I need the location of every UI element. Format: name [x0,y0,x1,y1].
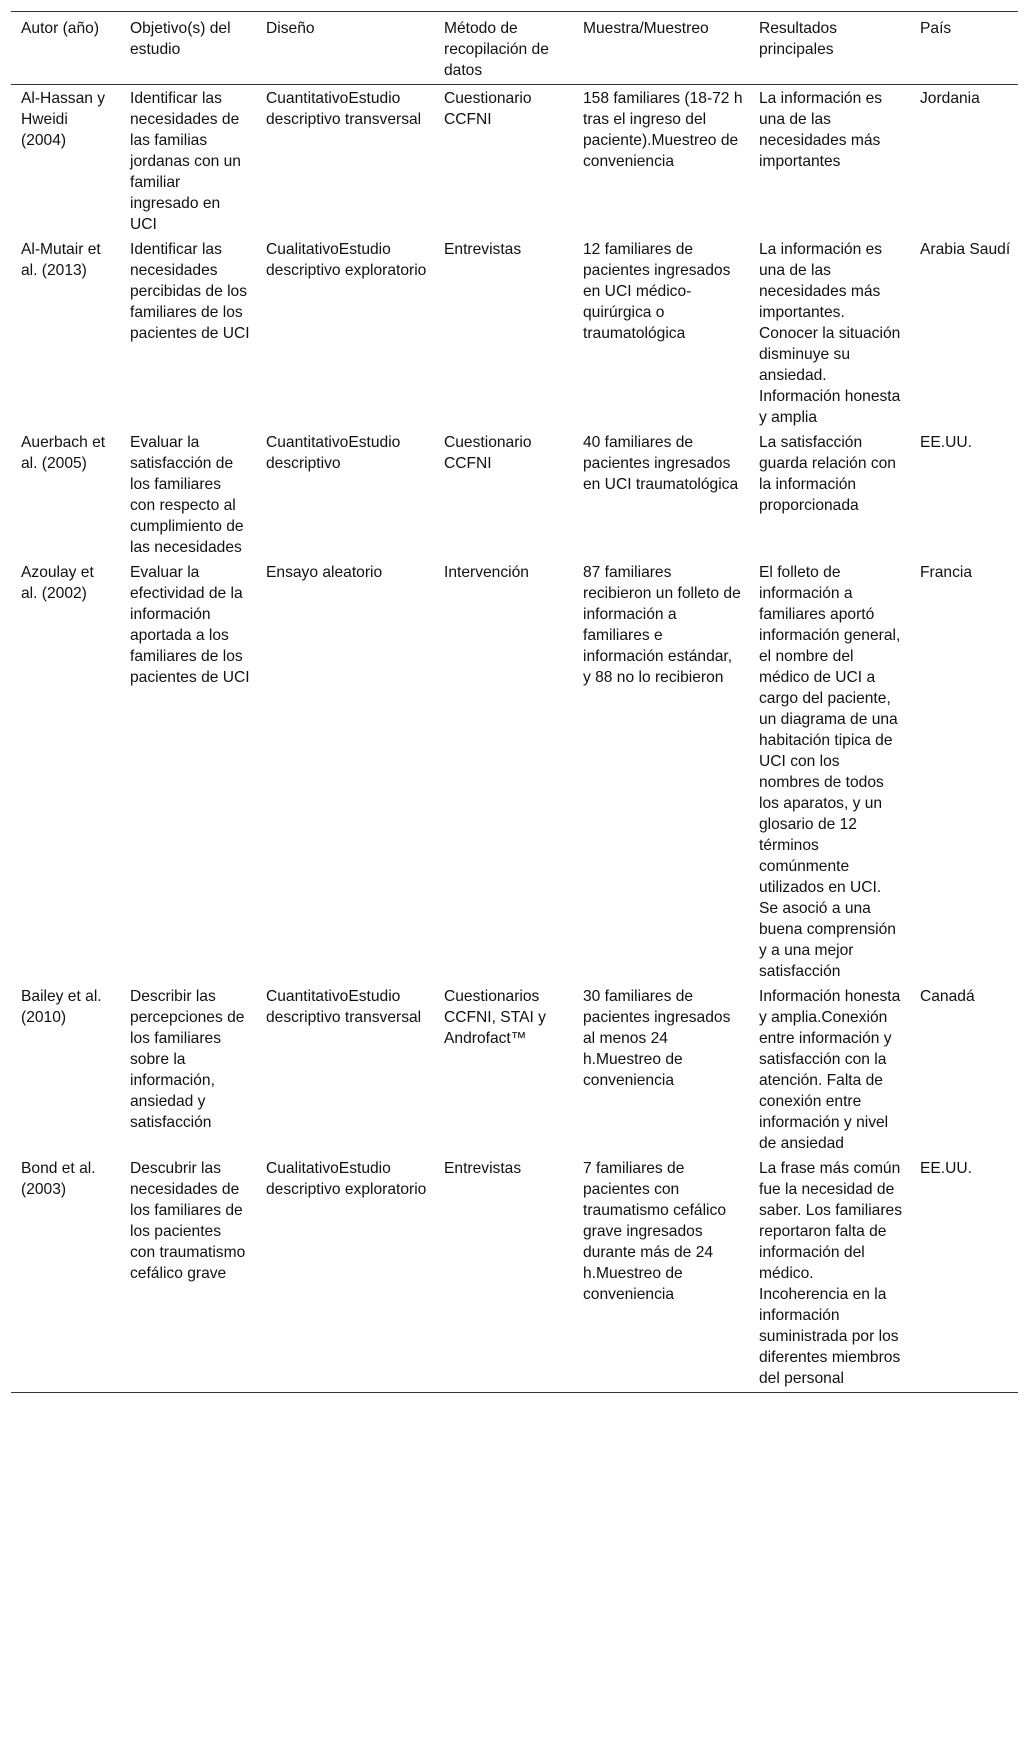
cell-diseno: CuantitativoEstudio descriptivo [266,434,401,472]
cell-diseno: CualitativoEstudio descriptivo exploratorio [256,1155,434,1393]
cell-resultados: Información honesta y amplia.Conexión entre información y satisfacción con la atención. Falta de conexión entre información y nivel de ansiedad [759,988,901,1152]
cell-autor: Azoulay et al. (2002) [21,564,94,602]
studies-table [11,11,1018,1393]
header-objetivo: Objetivo(s) del estudio [120,12,256,85]
cell-muestra: 40 familiares de pacientes ingresados en UCI traumatológica [583,434,739,493]
table-row [11,559,1018,983]
cell-pais: EE.UU. [910,1155,1018,1393]
header-muestra: Muestra/Muestreo [573,12,749,85]
cell-objetivo: Evaluar la satisfacción de los familiares con respecto al cumplimiento de las necesidades [130,434,244,556]
table-row [11,1155,1018,1393]
cell-resultados: La información es una de las necesidades más importantes [759,90,883,170]
header-diseno: Diseño [256,12,434,85]
cell-objetivo: Identificar las necesidades de las familias jordanas con un familiar ingresado en UCI [130,90,241,233]
cell-metodo: Cuestionario CCFNI [444,90,532,128]
cell-objetivo: Evaluar la efectividad de la información aportada a los familiares de los pacientes de UCI [130,564,250,686]
header-resultados: Resultados principales [749,12,910,85]
cell-muestra: 87 familiares recibieron un folleto de información a familiares e información estándar, y 88 no lo recibieron [583,564,741,686]
cell-pais: Jordania [920,90,980,107]
cell-metodo: Entrevistas [434,1155,573,1393]
cell-pais: Arabia Saudí [920,241,1011,258]
header-row [11,12,1018,85]
cell-autor: Bond et al. (2003) [11,1155,120,1393]
cell-diseno: Ensayo aleatorio [266,564,383,581]
cell-autor: Auerbach et al. (2005) [21,434,106,472]
cell-autor: Bailey et al. (2010) [21,988,102,1026]
cell-objetivo: Descubrir las necesidades de los familiares de los pacientes con traumatismo cefálico grave [120,1155,256,1393]
cell-resultados: La información es una de las necesidades más importantes. Conocer la situación disminuye su ansiedad. Información honesta y amplia [759,241,901,426]
header-autor: Autor (año) [11,12,120,85]
cell-autor: Al-Hassan y Hweidi (2004) [21,90,106,149]
cell-metodo: Cuestionario CCFNI [444,434,532,472]
cell-autor: Al-Mutair et al. (2013) [21,241,101,279]
cell-metodo: Intervención [444,564,529,581]
header-metodo: Método de recopilación de datos [434,12,573,85]
cell-muestra: 7 familiares de pacientes con traumatismo cefálico grave ingresados durante más de 24 h.Muestreo de conveniencia [573,1155,749,1393]
cell-muestra: 12 familiares de pacientes ingresados en UCI médico-quirúrgica o traumatológica [583,241,731,342]
cell-muestra: 30 familiares de pacientes ingresados al menos 24 h.Muestreo de conveniencia [583,988,731,1089]
table-row [11,983,1018,1155]
cell-resultados: El folleto de información a familiares aportó información general, el nombre del médico de UCI a cargo del paciente, un diagrama de una habitación tipica de UCI con los nombres de todos los aparatos, y un glosario de 12 términos comúnmente utilizados en UCI. Se asoció a una buena comprensión y a una mejor satisfacción [759,564,901,980]
table-row [11,429,1018,559]
cell-metodo: Entrevistas [444,241,522,258]
cell-pais: EE.UU. [920,434,972,451]
table-row [11,236,1018,429]
cell-objetivo: Identificar las necesidades percibidas de los familiares de los pacientes de UCI [130,241,250,342]
cell-pais: Canadá [920,988,975,1005]
cell-diseno: CuantitativoEstudio descriptivo transversal [266,988,422,1026]
table-header [11,12,1018,85]
cell-diseno: CualitativoEstudio descriptivo exploratorio [266,241,427,279]
cell-objetivo: Describir las percepciones de los familiares sobre la información, ansiedad y satisfacción [130,988,245,1131]
cell-pais: Francia [920,564,972,581]
cell-diseno: CuantitativoEstudio descriptivo transversal [266,90,422,128]
table-row [11,85,1018,237]
cell-resultados: La frase más común fue la necesidad de saber. Los familiares reportaron falta de información del médico. Incoherencia en la información suministrada por los diferentes miembros del personal [749,1155,910,1393]
table-body [11,85,1018,1393]
header-pais: País [910,12,1018,85]
cell-resultados: La satisfacción guarda relación con la información proporcionada [759,434,896,514]
cell-muestra: 158 familiares (18-72 h tras el ingreso del paciente).Muestreo de conveniencia [583,90,743,170]
cell-metodo: Cuestionarios CCFNI, STAI y Androfact™ [444,988,546,1047]
